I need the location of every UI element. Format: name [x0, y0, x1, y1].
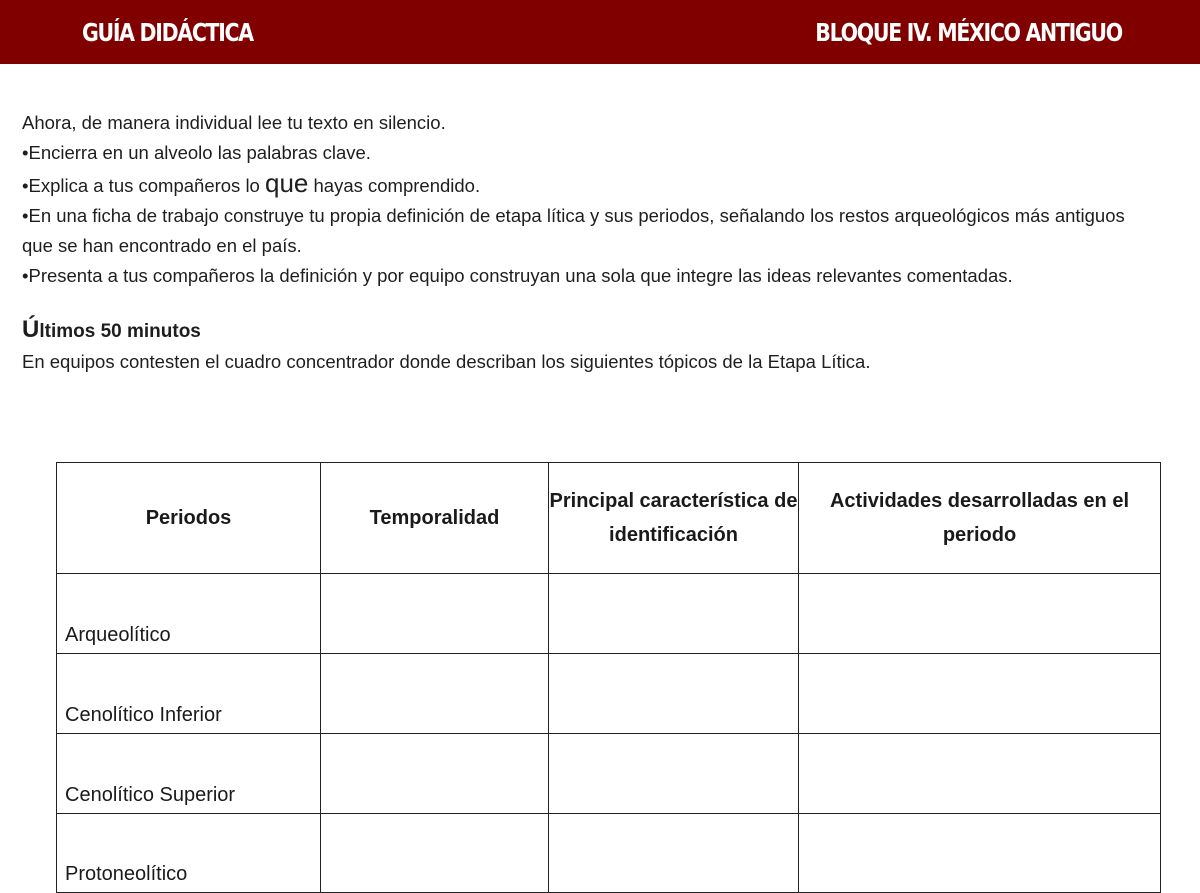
empty-cell[interactable] [799, 654, 1161, 734]
header-actividades: Actividades desarrolladas en el periodo [799, 463, 1161, 574]
bullet-keywords: •Encierra en un alveolo las palabras clave. [22, 142, 371, 163]
bullet-explain-big-word: que [264, 168, 309, 198]
instructions [22, 108, 1142, 377]
table-row [57, 574, 1161, 654]
period-cell: Cenolítico Superior [57, 734, 321, 814]
empty-cell[interactable] [549, 734, 799, 814]
period-cell: Cenolítico Inferior [57, 654, 321, 734]
empty-cell[interactable] [321, 654, 549, 734]
empty-cell[interactable] [321, 734, 549, 814]
section-heading-rest: ltimos 50 minutos [39, 321, 201, 342]
table-row [57, 654, 1161, 734]
section-heading [22, 315, 1142, 347]
section-text: En equipos contesten el cuadro concentrador donde describan los siguientes tópicos de la Etapa Lítica. [22, 351, 871, 372]
header-bar [0, 0, 1200, 64]
period-cell: Protoneolítico [57, 814, 321, 893]
header-temporalidad: Temporalidad [321, 463, 549, 574]
header-periodos: Periodos [57, 463, 321, 574]
empty-cell[interactable] [799, 814, 1161, 893]
table-row [57, 814, 1161, 893]
table-row [57, 734, 1161, 814]
bullet-explain [22, 168, 1142, 201]
empty-cell[interactable] [549, 814, 799, 893]
intro-text: Ahora, de manera individual lee tu texto en silencio. [22, 112, 446, 133]
section-heading-cap: Ú [22, 316, 40, 343]
bullet-definition: •En una ficha de trabajo construye tu propia definición de etapa lítica y sus periodos, señalando los restos arqueológicos más antiguos que se han encontrado en el país. [22, 205, 1125, 256]
concentrator-table [56, 462, 1161, 893]
empty-cell[interactable] [799, 574, 1161, 654]
empty-cell[interactable] [321, 574, 549, 654]
empty-cell[interactable] [321, 814, 549, 893]
bullet-explain-b: hayas comprendido. [308, 175, 481, 196]
period-cell: Arqueolítico [57, 574, 321, 654]
block-title: BLOQUE IV. MÉXICO ANTIGUO [815, 18, 1122, 47]
bullet-explain-a: •Explica a tus compañeros lo [22, 175, 265, 196]
guide-title: GUÍA DIDÁCTICA [82, 18, 253, 47]
empty-cell[interactable] [549, 654, 799, 734]
bullet-present: •Presenta a tus compañeros la definición y por equipo construyan una sola que integre las ideas relevantes comentadas. [22, 265, 1013, 286]
empty-cell[interactable] [799, 734, 1161, 814]
table-header-row [57, 463, 1161, 574]
header-caracteristica: Principal característica de identificación [549, 463, 799, 574]
empty-cell[interactable] [549, 574, 799, 654]
